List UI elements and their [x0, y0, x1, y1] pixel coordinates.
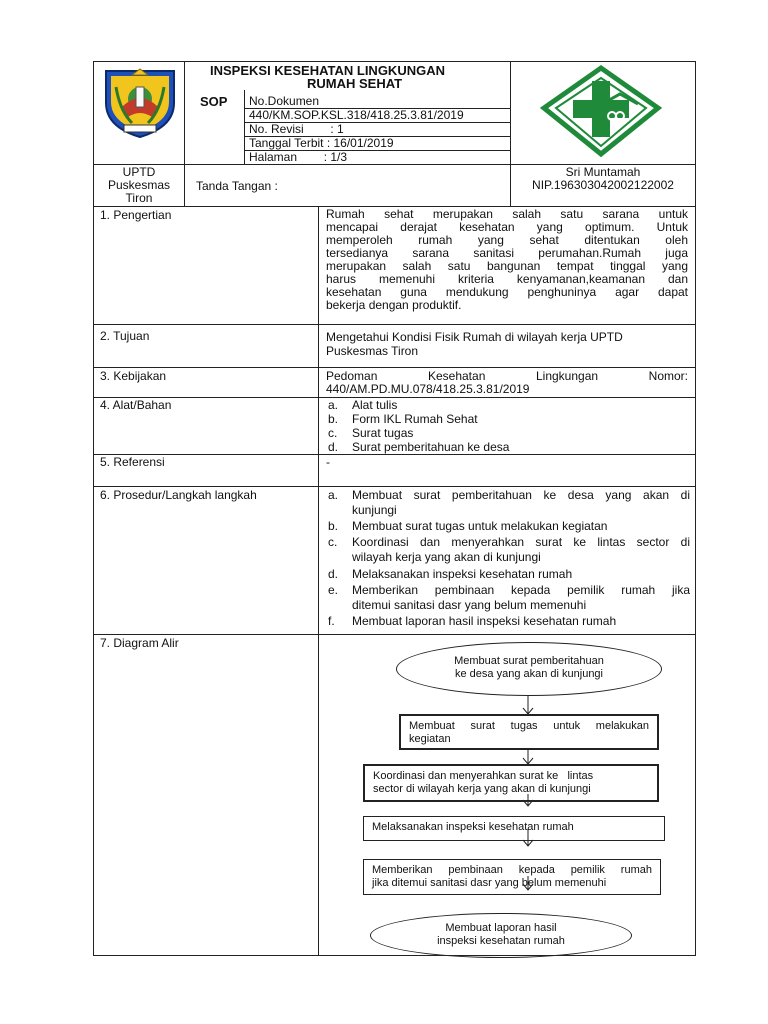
prosedur-item: a. Membuat surat pemberitahuan ke desa yang akan di kunjungi	[328, 488, 690, 517]
pengertian-line: harus memenuhi kriteria kenyamanan,keamanan dan	[326, 272, 688, 286]
title-line-1: INSPEKSI KESEHATAN LINGKUNGAN	[210, 63, 445, 78]
signer-name: Sri Muntamah	[565, 165, 641, 179]
flow-step-inspeksi: Melaksanakan inspeksi kesehatan rumah	[363, 816, 665, 841]
alat-item: b. Form IKL Rumah Sehat	[328, 412, 478, 426]
prosedur-item: f. Membuat laporan hasil inspeksi kesehatan rumah	[328, 614, 617, 628]
title-line-2: RUMAH SEHAT	[307, 76, 403, 91]
section-label-referensi: 5. Referensi	[100, 455, 165, 469]
alat-item: c. Surat tugas	[328, 426, 414, 440]
prosedur-item: c. Koordinasi dan menyerahkan surat ke lintas sector di wilayah kerja yang akan di kunjungi	[328, 535, 690, 564]
doc-no-label: No.Dokumen	[249, 94, 320, 108]
pengertian-line: bekerja dengan produktif.	[326, 298, 462, 312]
doc-no-value: 440/KM.SOP.KSL.318/418.25.3.81/2019	[249, 108, 464, 122]
kebijakan-line: Pedoman Kesehatan Lingkungan Nomor:	[326, 369, 688, 383]
section-label-prosedur: 6. Prosedur/Langkah langkah	[100, 488, 257, 502]
section-label-pengertian: 1. Pengertian	[100, 208, 172, 222]
pengertian-line: merupakan salah satu bangunan tempat tinggal yang	[326, 259, 688, 273]
signer-nip: NIP.196303042002122002	[532, 178, 674, 192]
alat-item: d. Surat pemberitahuan ke desa	[328, 440, 510, 454]
pengertian-text	[326, 208, 688, 312]
alat-item: a. Alat tulis	[328, 398, 398, 412]
regency-emblem-icon	[102, 67, 178, 139]
referensi-value: -	[326, 455, 330, 469]
prosedur-item: e. Memberikan pembinaan kepada pemilik rumah jika ditemui sanitasi dasr yang belum memenuhi	[328, 583, 690, 612]
kebijakan-text	[326, 370, 688, 396]
flow-step-koordinasi: Koordinasi dan menyerahkan surat ke lintas sector di wilayah kerja yang akan di kunjungi	[363, 764, 659, 802]
sop-label: SOP	[200, 94, 228, 109]
pengertian-line: mencapai derajat kesehatan yang optimum. Untuk	[326, 220, 688, 234]
section-label-tujuan: 2. Tujuan	[100, 329, 150, 343]
flow-step-pembinaan: Memberikan pembinaan kepada pemilik rumah jika ditemui sanitasi dasr yang belum memenuhi	[363, 859, 661, 895]
puskesmas-logo-icon	[536, 64, 666, 160]
section-label-alat: 4. Alat/Bahan	[100, 398, 172, 412]
page-number: Halaman : 1/3	[249, 150, 348, 164]
prosedur-item: b. Membuat surat tugas untuk melakukan kegiatan	[328, 519, 608, 533]
unit-line-3: Tiron	[125, 191, 153, 205]
revision-number: No. Revisi : 1	[249, 122, 344, 136]
regency-emblem	[102, 67, 178, 139]
issue-date: Tanggal Terbit : 16/01/2019	[249, 136, 394, 150]
kebijakan-line: 440/AM.PD.MU.078/418.25.3.81/2019	[326, 382, 530, 396]
signer	[510, 166, 696, 192]
unit-line-2: Puskesmas	[107, 178, 171, 192]
section-label-diagram: 7. Diagram Alir	[100, 636, 179, 650]
tujuan-line: Puskesmas Tiron	[326, 344, 419, 358]
signature-label: Tanda Tangan :	[196, 179, 278, 193]
tujuan-text	[326, 330, 688, 358]
prosedur-item: d. Melaksanakan inspeksi kesehatan rumah	[328, 567, 573, 581]
sop-document	[93, 61, 696, 956]
pengertian-line: tersedianya sarana sanitasi perumahan.Rumah juga	[326, 246, 688, 260]
pengertian-line: memperoleh rumah yang sehat ditentukan oleh	[326, 233, 688, 247]
puskesmas-logo	[536, 64, 666, 160]
unit-name	[94, 166, 184, 205]
pengertian-line: kesehatan guna mendukung penghuninya agar dapat	[326, 285, 688, 299]
flow-step-surat-tugas: Membuat surat tugas untuk melakukan kegiatan	[399, 714, 659, 750]
pengertian-line: Rumah sehat merupakan salah satu sarana untuk	[326, 207, 688, 221]
unit-line-1: UPTD	[122, 165, 156, 179]
section-label-kebijakan: 3. Kebijakan	[100, 369, 167, 383]
flow-start-ellipse: Membuat surat pemberitahuan ke desa yang akan di kunjungi	[396, 642, 662, 696]
flow-end-ellipse: Membuat laporan hasil inspeksi kesehatan rumah	[370, 913, 632, 958]
tujuan-line: Mengetahui Kondisi Fisik Rumah di wilayah kerja UPTD	[326, 330, 623, 344]
